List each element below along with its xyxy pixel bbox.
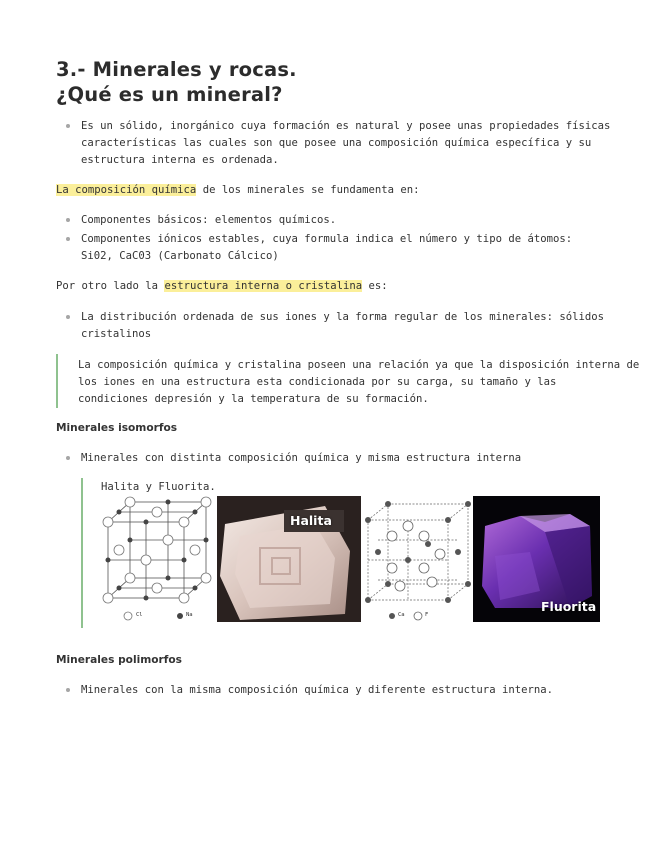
halite-lattice-diagram [100,496,216,622]
halita-fluorita-figure [100,496,600,622]
bullet-dot-icon [66,124,70,128]
bullet-dot-icon [66,688,70,692]
composition-bullet-1-line-1: Componentes básicos: elementos químicos. [81,214,337,226]
figure-caption: Halita y Fluorita. [101,481,216,493]
legend-ca: Ca [398,612,405,618]
composition-bullet-1 [66,212,336,229]
intro-bullet-line-1: Es un sólido, inorgánico cuya formación es natural y posee unas propiedades físicas [81,120,611,132]
composition-bullet-2-line-2: Si02, CaC03 (Carbonato Cálcico) [81,250,279,262]
structure-highlight: estructura interna o cristalina [164,280,363,292]
composition-rest: de los minerales se fundamenta en: [196,184,420,196]
isomorfos-bullet-text: Minerales con distinta composición química y misma estructura interna [81,452,522,464]
halita-label: Halita [290,513,332,528]
isomorfos-bullet [66,450,521,467]
fluorite-lattice-diagram [362,496,472,622]
legend-cl: Cl [136,612,143,618]
blockquote-text [78,357,639,408]
bullet-dot-icon [66,456,70,460]
polimorfos-heading: Minerales polimorfos [56,654,182,666]
legend-na: Na [186,612,193,618]
quote-line-1: La composición química y cristalina poseen una relación ya que la disposición interna de [78,359,640,371]
halite-photo [217,496,361,622]
quote-line-2: los iones en una estructura esta condicionada por su carga, su tamaño y las [78,376,557,388]
bullet-dot-icon [66,218,70,222]
intro-bullet-line-3: estructura interna es ordenada. [81,154,279,166]
polimorfos-bullet-text: Minerales con la misma composición química y diferente estructura interna. [81,684,553,696]
composition-highlight: La composición química [56,184,197,196]
composition-paragraph [56,182,420,199]
structure-prefix: Por otro lado la [56,280,165,292]
polimorfos-bullet [66,682,553,699]
legend-f: F [425,612,429,618]
blockquote [56,354,640,408]
structure-suffix: es: [362,280,388,292]
structure-bullet [66,309,604,343]
structure-bullet-line-1: La distribución ordenada de sus iones y la forma regular de los minerales: sólidos [81,311,604,323]
mineral-figure-svg [100,496,600,622]
structure-bullet-line-2: cristalinos [81,328,152,340]
isomorfos-heading: Minerales isomorfos [56,422,178,434]
composition-bullet-2-line-1: Componentes iónicos estables, cuya formula indica el número y tipo de átomos: [81,233,573,245]
title-line-1: 3.- Minerales y rocas. [56,58,297,81]
structure-paragraph [56,278,388,295]
intro-bullet-line-2: características las cuales son que posee una composición química específica y su [81,137,592,149]
intro-bullet [66,118,610,169]
fluorita-label: Fluorita [541,599,597,614]
bullet-dot-icon [66,237,70,241]
title-line-2: ¿Qué es un mineral? [56,83,283,106]
page-title [56,57,297,107]
composition-bullet-2 [66,231,572,265]
bullet-dot-icon [66,315,70,319]
quote-line-3: condiciones depresión y la temperatura de su formación. [78,393,429,405]
